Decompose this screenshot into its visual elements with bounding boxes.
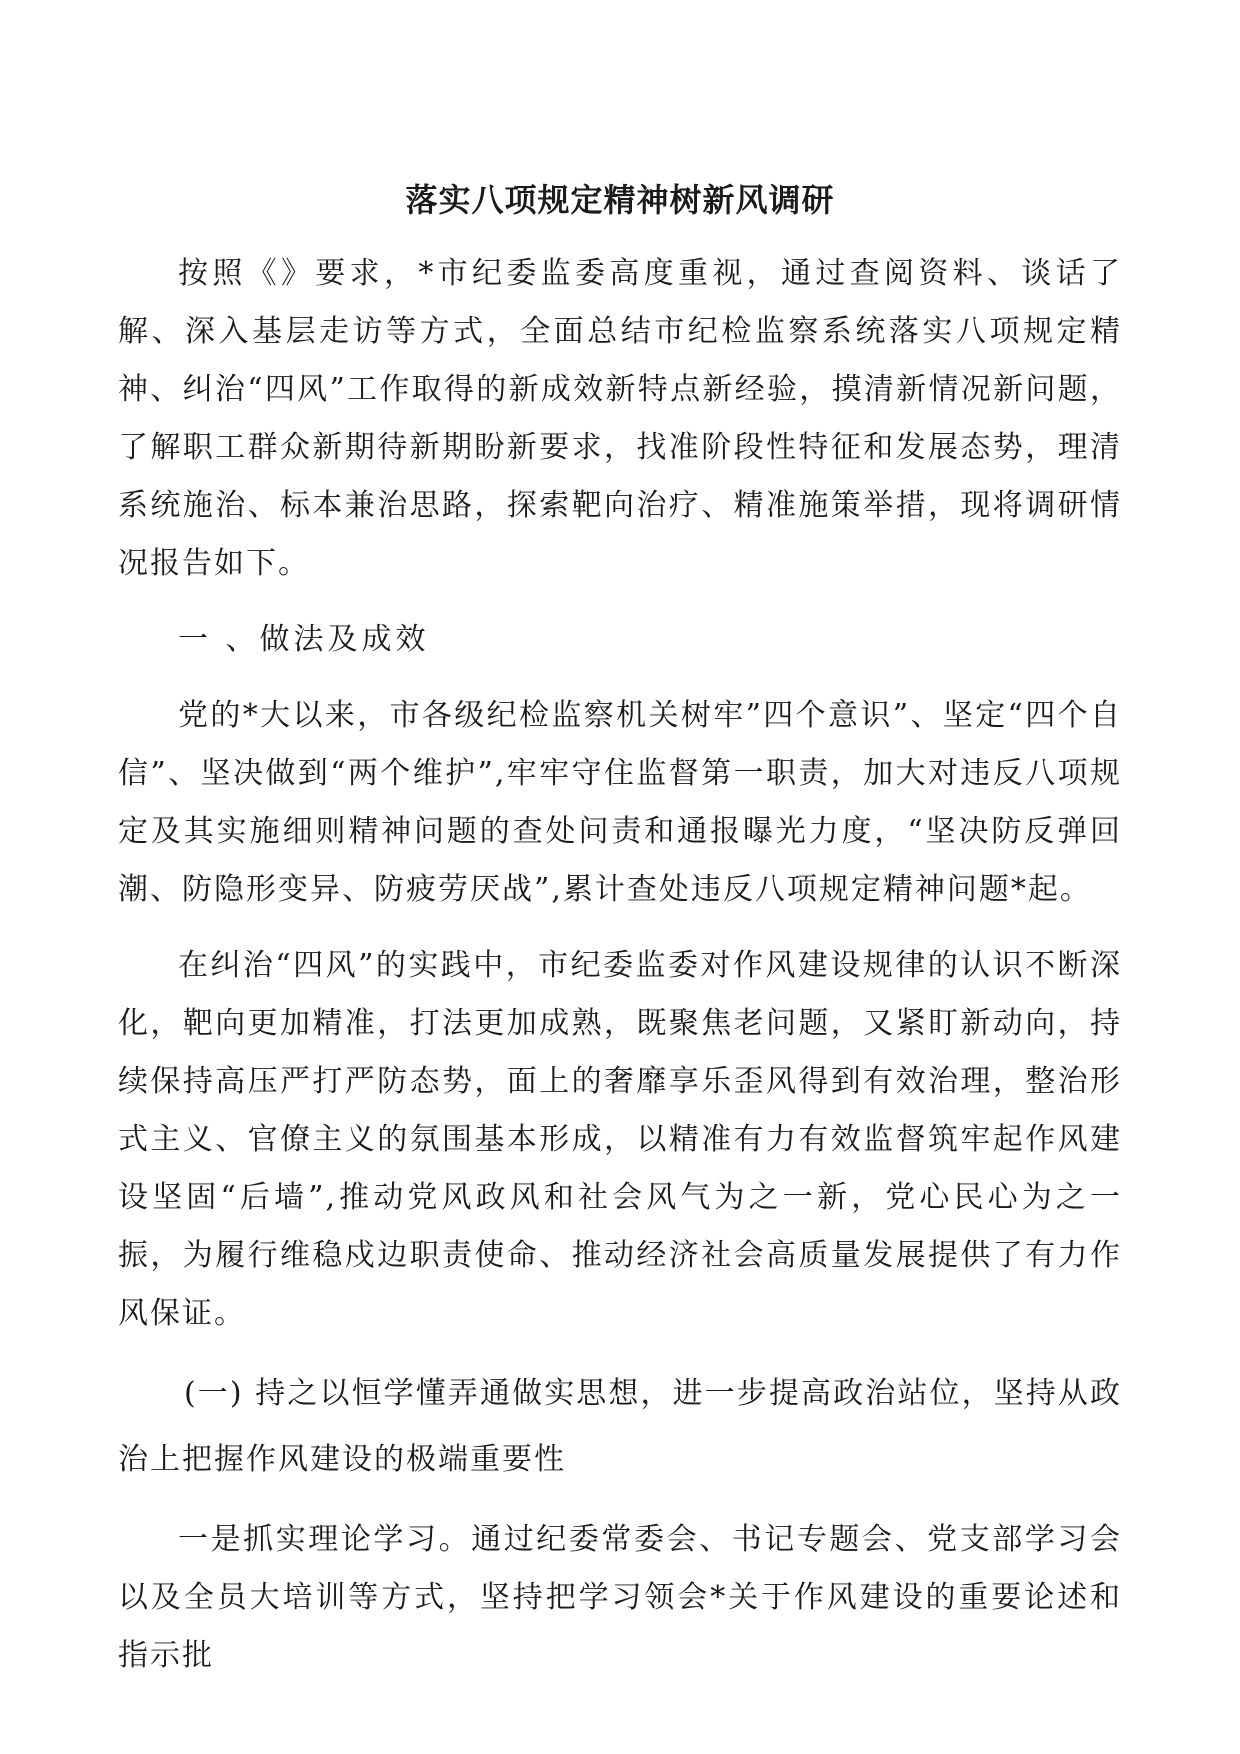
- body-paragraph: 一是抓实理论学习。通过纪委常委会、书记专题会、党支部学习会以及全员大培训等方式，坚持把学习领会*关于作风建设的重要论述和指示批: [118, 1522, 1122, 1673]
- intro-paragraph: 按照《》要求，*市纪委监委高度重视，通过查阅资料、谈话了解、深入基层走访等方式，全面总结市纪检监察系统落实八项规定精神、纠治“四风”工作取得的新成效新特点新经验，摸清新情况新问题，了解职工群众新期待新期盼新要求，找准阶段性特征和发展态势，理清系统施治、标本兼治思路，探索靶向治疗、精准施策举措，现将调研情况报告如下。: [118, 256, 1122, 581]
- body-paragraph: 在纠治“四风”的实践中，市纪委监委对作风建设规律的认识不断深化，靶向更加精准，打法更加成熟，既聚焦老问题，又紧盯新动向，持续保持高压严打严防态势，面上的奢靡享乐歪风得到有效治理，整治形式主义、官僚主义的氛围基本形成，以精准有力有效监督筑牢起作风建设坚固“后墙”,推动党风政风和社会风气为之一新，党心民心为之一振，为履行维稳戍边职责使命、推动经济社会高质量发展提供了有力作风保证。: [118, 948, 1122, 1331]
- section-heading-practices: 一 、做法及成效: [178, 622, 430, 657]
- document-title: 落实八项规定精神树新风调研: [405, 181, 835, 219]
- body-paragraph: 党的*大以来，市各级纪检监察机关树牢”四个意识”、坚定“四个自信”、坚决做到“两个维护”,牢牢守住监督第一职责，加大对违反八项规定及其实施细则精神问题的查处问责和通报曝光力度，“坚决防反弹回潮、防隐形变异、防疲劳厌战”,累计查处违反八项规定精神问题*起。: [118, 698, 1122, 907]
- document-body: [118, 245, 1122, 1685]
- sub-heading-one: (一) 持之以恒学懂弄通做实思想，进一步提高政治站位，坚持从政治上把握作风建设的极端重要性: [118, 1376, 1122, 1477]
